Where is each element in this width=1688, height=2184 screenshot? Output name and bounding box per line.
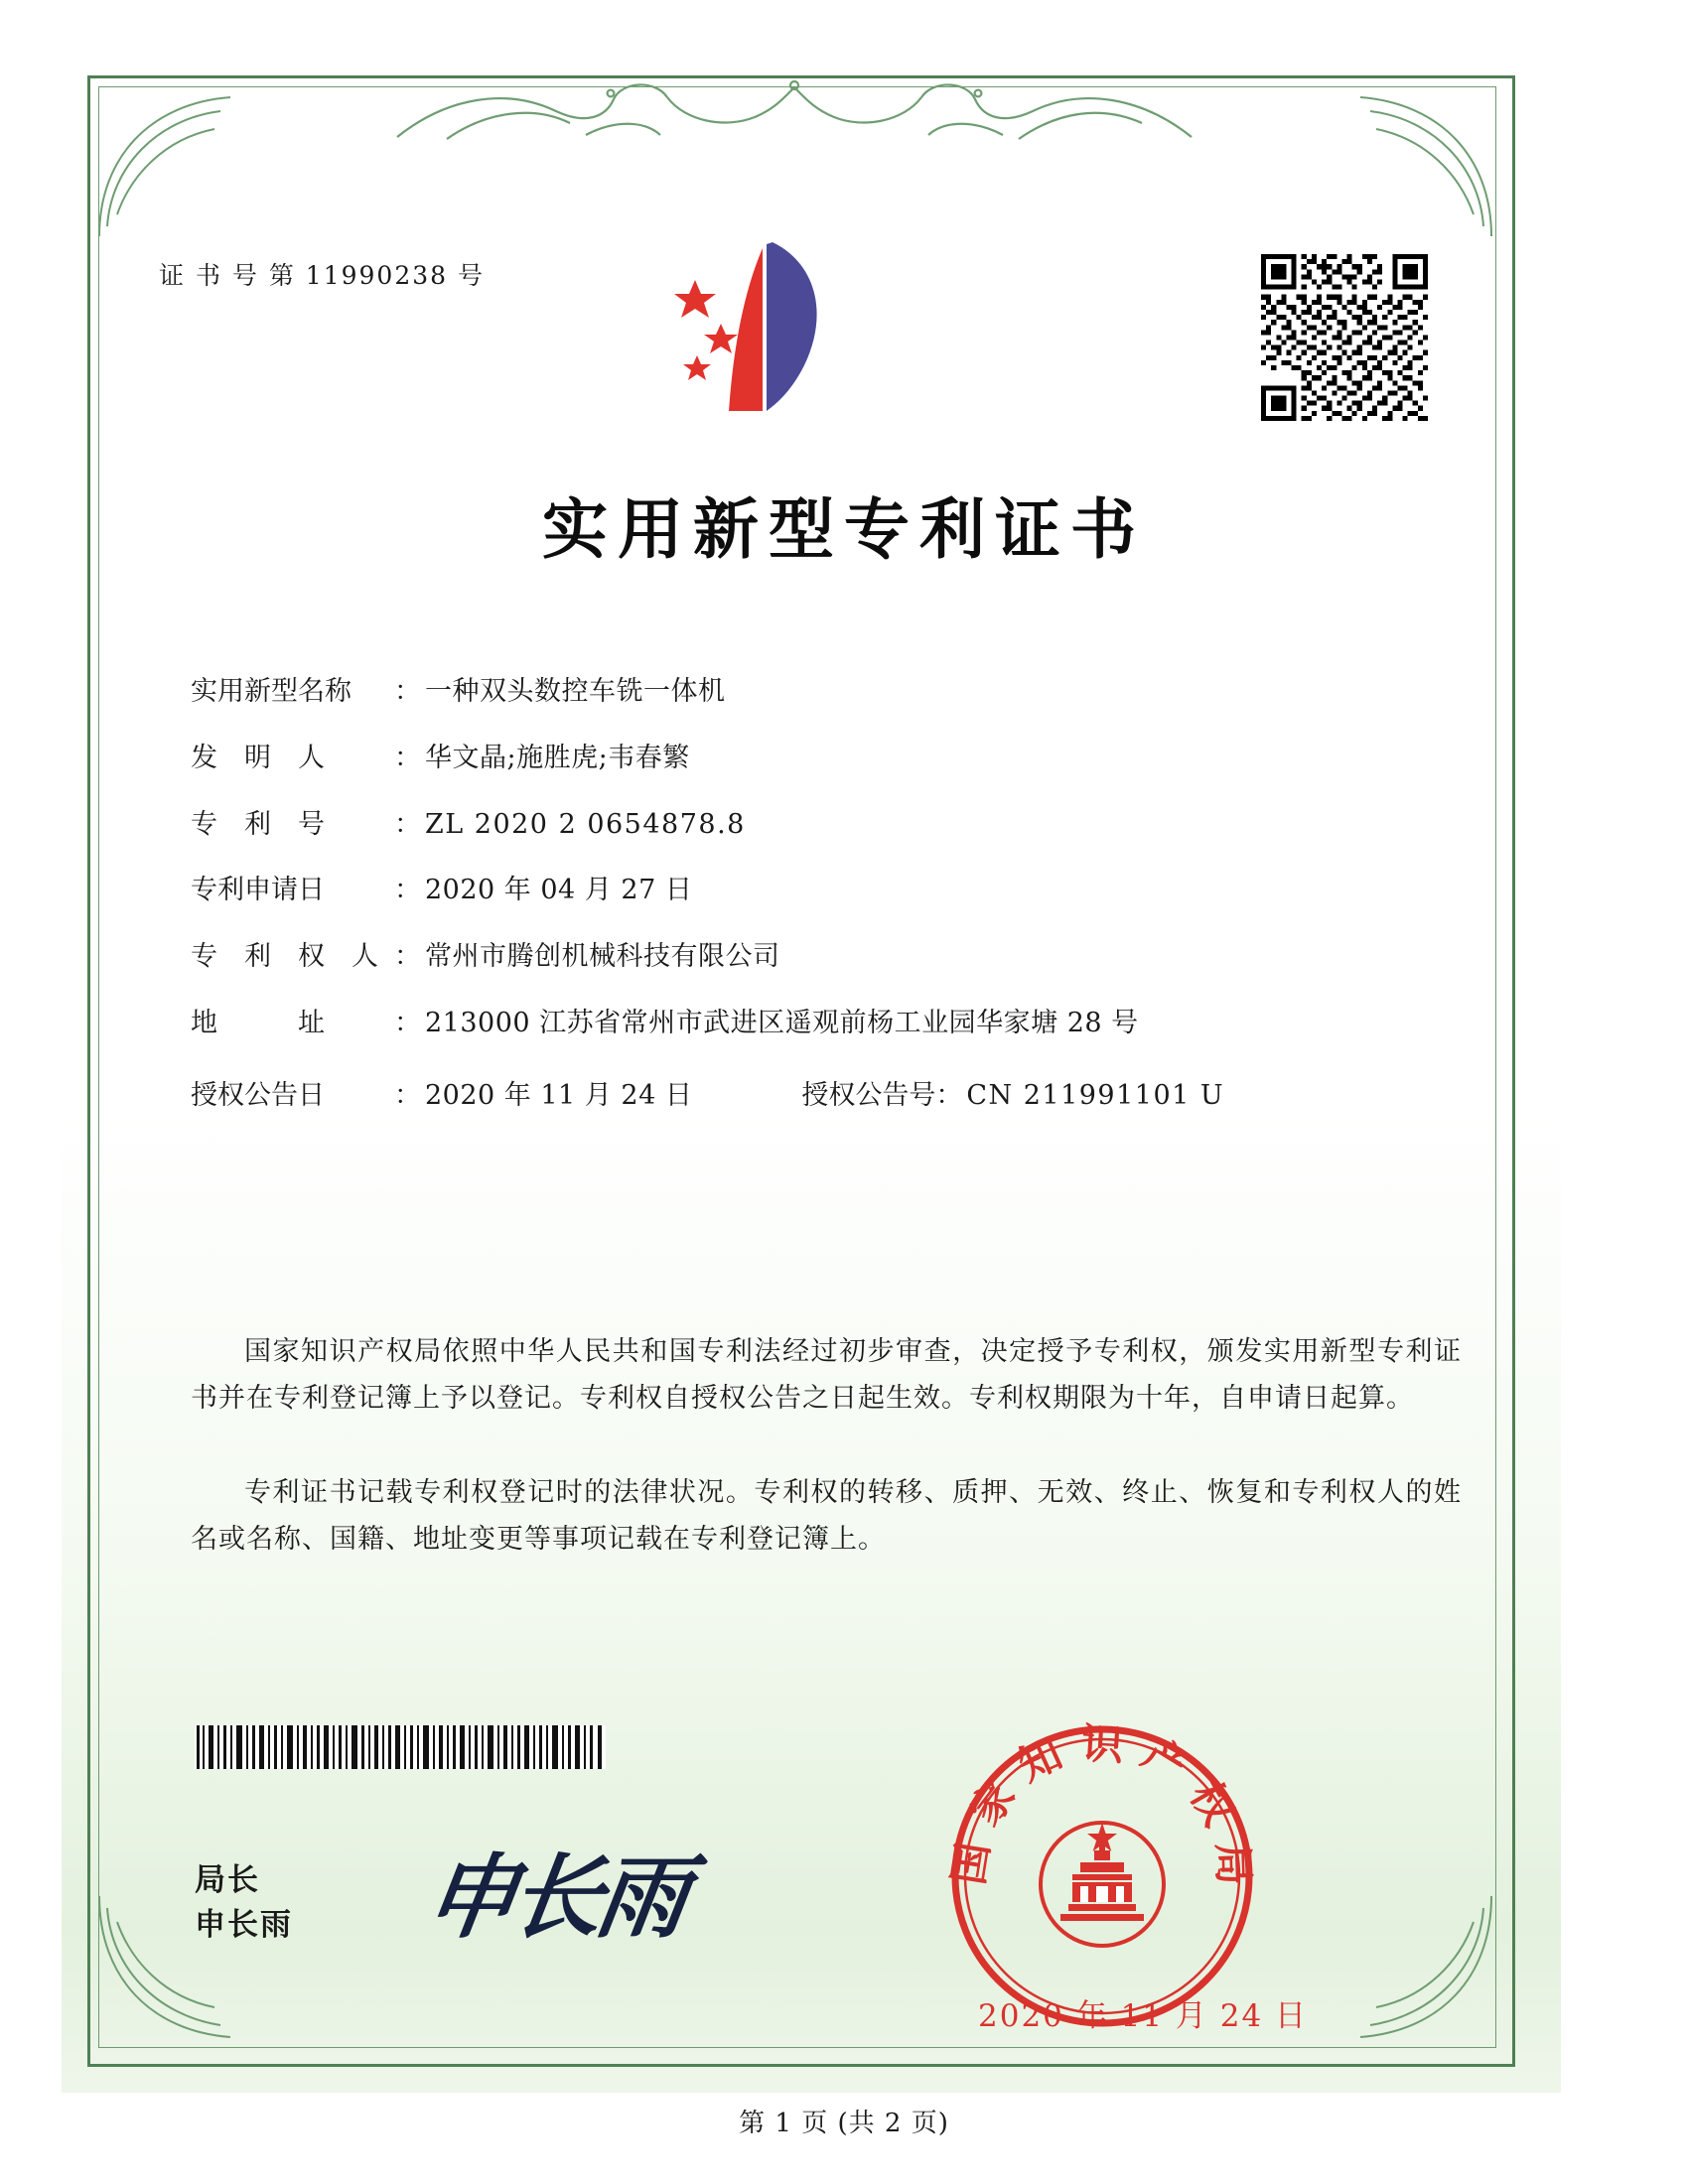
- field-patentee: [191, 940, 1462, 974]
- field-inventors-value: 华文晶;施胜虎;韦春繁: [425, 742, 690, 773]
- svg-text:国家知识产权局: 国家知识产权局: [943, 1718, 1259, 1902]
- certificate-number: 证 书 号 第 11990238 号: [159, 261, 485, 290]
- field-patent-number-label: 专 利 号: [191, 808, 325, 840]
- page-title: 实用新型专利证书: [542, 490, 1146, 568]
- colon: ：: [394, 1007, 421, 1038]
- official-seal: [943, 1717, 1261, 2035]
- colon: ：: [394, 1079, 421, 1111]
- barcode: [195, 1725, 606, 1769]
- handwritten-signature: 申长雨: [418, 1843, 690, 1951]
- field-utility-model-name-label: 实用新型名称: [191, 676, 352, 707]
- field-inventors-label: 发 明 人: [191, 742, 325, 773]
- field-application-date-label: 专利申请日: [191, 875, 325, 906]
- qr-code: [1261, 254, 1428, 421]
- publication-row: [191, 1073, 1462, 1112]
- director-title-label: 局长: [195, 1862, 260, 1898]
- publication-date-value: 2020 年 11 月 24 日: [425, 1079, 693, 1111]
- colon: ：: [394, 676, 421, 707]
- cnipa-emblem-icon: [655, 228, 874, 417]
- fields-list: [191, 675, 1462, 1142]
- field-patent-number-value: ZL 2020 2 0654878.8: [425, 808, 746, 840]
- field-application-date: [191, 874, 1462, 907]
- field-address-label: 地 址: [191, 1007, 325, 1038]
- signature-block: [195, 1858, 293, 1948]
- publication-number-value: CN 211991101 U: [966, 1079, 1225, 1111]
- field-patentee-label: 专 利 权 人: [191, 941, 378, 972]
- seal-date: 2020 年 11 月 24 日: [978, 1998, 1309, 2034]
- field-utility-model-name-value: 一种双头数控车铣一体机: [425, 676, 726, 707]
- publication-date-label: 授权公告日: [191, 1079, 325, 1111]
- colon: ：: [394, 875, 421, 906]
- field-patent-number: [191, 808, 1462, 842]
- colon: ：: [935, 1079, 963, 1111]
- field-application-date-value: 2020 年 04 月 27 日: [425, 875, 693, 906]
- field-inventors: [191, 742, 1462, 775]
- field-utility-model-name: [191, 675, 1462, 709]
- colon: ：: [394, 941, 421, 972]
- colon: ：: [394, 808, 421, 840]
- field-patentee-value: 常州市腾创机械科技有限公司: [425, 941, 780, 972]
- director-name-label: 申长雨: [195, 1906, 293, 1943]
- field-address: [191, 1007, 1462, 1040]
- publication-number-label: 授权公告号: [801, 1079, 936, 1111]
- paragraph-register-statement: 专利证书记载专利权登记时的法律状况。专利权的转移、质押、无效、终止、恢复和专利权人的姓名或名称、国籍、地址变更等事项记载在专利登记簿上。: [191, 1477, 1462, 1556]
- colon: ：: [394, 742, 421, 773]
- page-footer: 第 1 页 (共 2 页): [739, 2109, 949, 2138]
- field-address-value: 213000 江苏省常州市武进区遥观前杨工业园华家塘 28 号: [425, 1007, 1139, 1038]
- paragraph-grant-statement: 国家知识产权局依照中华人民共和国专利法经过初步审查，决定授予专利权，颁发实用新型专利证书并在专利登记簿上予以登记。专利权自授权公告之日起生效。专利权期限为十年，自申请日起算。: [191, 1336, 1462, 1415]
